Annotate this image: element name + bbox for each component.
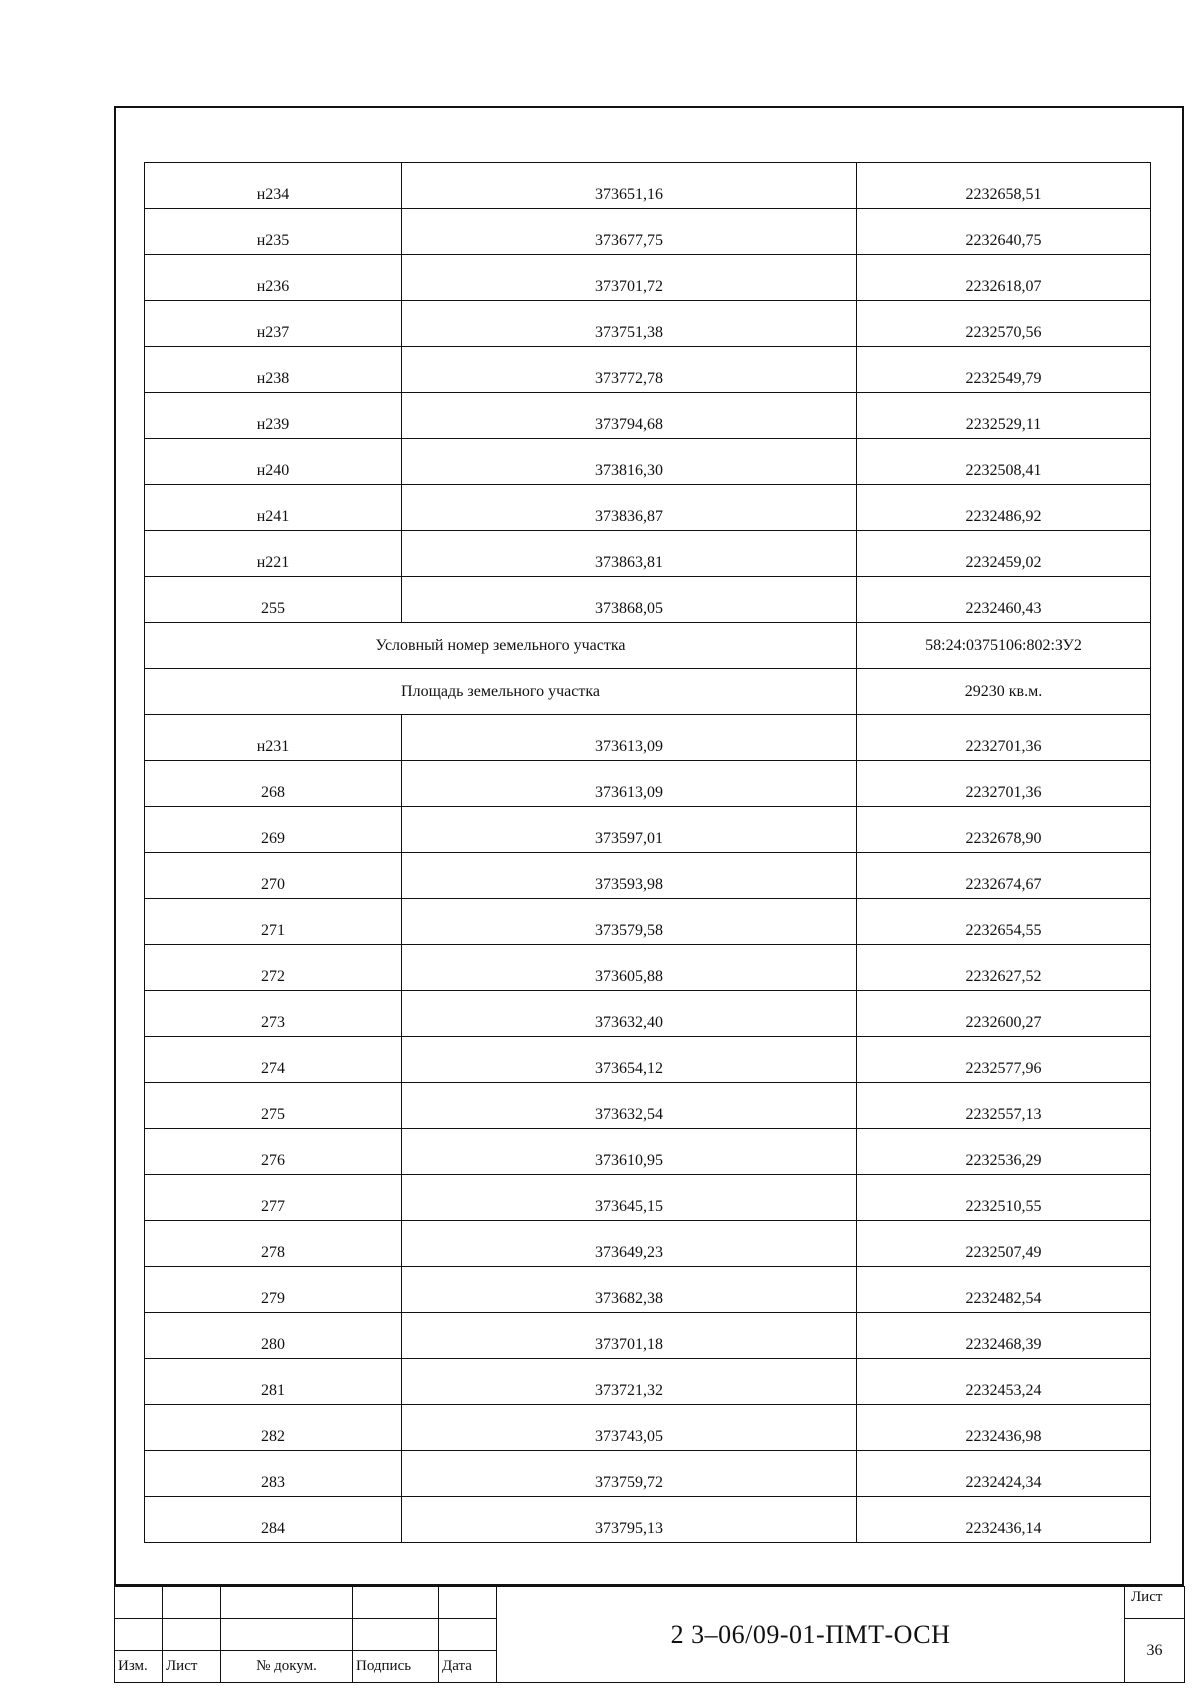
point-id-cell: н240 [145,439,402,485]
y-coordinate-cell: 2232570,56 [857,301,1151,347]
y-coordinate-cell: 2232658,51 [857,163,1151,209]
y-coordinate-cell: 2232618,07 [857,255,1151,301]
table-row [145,991,1151,1037]
table-row [145,347,1151,393]
table-row [145,1037,1151,1083]
y-coordinate-cell: 2232701,36 [857,715,1151,761]
stamp-doc-label: № докум. [221,1651,353,1683]
point-id-cell: н239 [145,393,402,439]
x-coordinate-cell: 373632,40 [402,991,857,1037]
table-row [145,899,1151,945]
x-coordinate-cell: 373751,38 [402,301,857,347]
y-coordinate-cell: 2232460,43 [857,577,1151,623]
y-coordinate-cell: 2232436,98 [857,1405,1151,1451]
table-row [145,945,1151,991]
y-coordinate-cell: 2232557,13 [857,1083,1151,1129]
stamp-cell [163,1619,221,1651]
x-coordinate-cell: 373836,87 [402,485,857,531]
point-id-cell: 269 [145,807,402,853]
point-id-cell: н237 [145,301,402,347]
table-row [145,715,1151,761]
y-coordinate-cell: 2232424,34 [857,1451,1151,1497]
x-coordinate-cell: 373759,72 [402,1451,857,1497]
point-id-cell: 275 [145,1083,402,1129]
stamp-cell [115,1619,163,1651]
table-row [145,761,1151,807]
y-coordinate-cell: 2232459,02 [857,531,1151,577]
x-coordinate-cell: 373645,15 [402,1175,857,1221]
x-coordinate-cell: 373613,09 [402,761,857,807]
stamp-izm-label: Изм. [115,1651,163,1683]
table-row [145,577,1151,623]
point-id-cell: 268 [145,761,402,807]
point-id-cell: 282 [145,1405,402,1451]
table-row [145,531,1151,577]
x-coordinate-cell: 373605,88 [402,945,857,991]
stamp-cell [221,1619,353,1651]
point-id-cell: н235 [145,209,402,255]
y-coordinate-cell: 2232482,54 [857,1267,1151,1313]
x-coordinate-cell: 373632,54 [402,1083,857,1129]
y-coordinate-cell: 2232627,52 [857,945,1151,991]
table-row [145,1175,1151,1221]
table-row [145,1083,1151,1129]
table-row [145,301,1151,347]
x-coordinate-cell: 373795,13 [402,1497,857,1543]
table-row [145,1451,1151,1497]
x-coordinate-cell: 373682,38 [402,1267,857,1313]
x-coordinate-cell: 373613,09 [402,715,857,761]
y-coordinate-cell: 2232674,67 [857,853,1151,899]
stamp-cell [163,1587,221,1619]
table-row [145,439,1151,485]
parcel-number-label: Условный номер земельного участка [145,623,857,669]
point-id-cell: 274 [145,1037,402,1083]
table-row [145,807,1151,853]
title-block [114,1586,1185,1683]
y-coordinate-cell: 2232701,36 [857,761,1151,807]
x-coordinate-cell: 373651,16 [402,163,857,209]
table-row [145,163,1151,209]
parcel-area-value: 29230 кв.м. [857,669,1151,715]
x-coordinate-cell: 373597,01 [402,807,857,853]
x-coordinate-cell: 373654,12 [402,1037,857,1083]
y-coordinate-cell: 2232507,49 [857,1221,1151,1267]
y-coordinate-cell: 2232453,24 [857,1359,1151,1405]
x-coordinate-cell: 373868,05 [402,577,857,623]
document-code: 2 3–06/09-01-ПМТ-ОСН [497,1587,1125,1683]
x-coordinate-cell: 373649,23 [402,1221,857,1267]
table-row [145,1359,1151,1405]
y-coordinate-cell: 2232549,79 [857,347,1151,393]
point-id-cell: 271 [145,899,402,945]
point-id-cell: 279 [145,1267,402,1313]
parcel-area-label: Площадь земельного участка [145,669,857,715]
point-id-cell: н234 [145,163,402,209]
stamp-cell [115,1587,163,1619]
point-id-cell: н241 [145,485,402,531]
parcel-number-value: 58:24:0375106:802:ЗУ2 [857,623,1151,669]
coordinates-table-bottom [145,715,1151,1543]
y-coordinate-cell: 2232600,27 [857,991,1151,1037]
point-id-cell: н221 [145,531,402,577]
stamp-list-label: Лист [163,1651,221,1683]
table-row [145,393,1151,439]
point-id-cell: 273 [145,991,402,1037]
x-coordinate-cell: 373863,81 [402,531,857,577]
point-id-cell: 277 [145,1175,402,1221]
x-coordinate-cell: 373816,30 [402,439,857,485]
table-row [145,1129,1151,1175]
y-coordinate-cell: 2232536,29 [857,1129,1151,1175]
y-coordinate-cell: 2232436,14 [857,1497,1151,1543]
table-row [145,1497,1151,1543]
x-coordinate-cell: 373677,75 [402,209,857,255]
stamp-cell [221,1587,353,1619]
point-id-cell: 278 [145,1221,402,1267]
stamp-cell [439,1587,497,1619]
table-row [145,485,1151,531]
y-coordinate-cell: 2232654,55 [857,899,1151,945]
point-id-cell: н236 [145,255,402,301]
y-coordinate-cell: 2232678,90 [857,807,1151,853]
x-coordinate-cell: 373701,18 [402,1313,857,1359]
point-id-cell: 281 [145,1359,402,1405]
parcel-number-row [145,623,1151,669]
sheet-number: 36 [1125,1619,1185,1683]
point-id-cell: 283 [145,1451,402,1497]
y-coordinate-cell: 2232529,11 [857,393,1151,439]
coordinates-table [144,162,1151,1543]
parcel-info [145,623,1151,715]
point-id-cell: 280 [145,1313,402,1359]
table-row [145,1267,1151,1313]
table-row [145,209,1151,255]
table-row [145,255,1151,301]
coordinates-table-top [145,163,1151,623]
x-coordinate-cell: 373743,05 [402,1405,857,1451]
point-id-cell: 270 [145,853,402,899]
x-coordinate-cell: 373579,58 [402,899,857,945]
x-coordinate-cell: 373772,78 [402,347,857,393]
point-id-cell: н238 [145,347,402,393]
stamp-sign-label: Подпись [353,1651,439,1683]
sheet-label: Лист [1125,1587,1185,1619]
stamp-cell [353,1587,439,1619]
point-id-cell: 272 [145,945,402,991]
table-row [145,853,1151,899]
point-id-cell: 255 [145,577,402,623]
stamp-date-label: Дата [439,1651,497,1683]
point-id-cell: 276 [145,1129,402,1175]
y-coordinate-cell: 2232577,96 [857,1037,1151,1083]
parcel-area-row [145,669,1151,715]
x-coordinate-cell: 373610,95 [402,1129,857,1175]
table-row [145,1313,1151,1359]
y-coordinate-cell: 2232486,92 [857,485,1151,531]
point-id-cell: н231 [145,715,402,761]
x-coordinate-cell: 373794,68 [402,393,857,439]
x-coordinate-cell: 373593,98 [402,853,857,899]
y-coordinate-cell: 2232640,75 [857,209,1151,255]
y-coordinate-cell: 2232510,55 [857,1175,1151,1221]
table-row [145,1221,1151,1267]
stamp-cell [439,1619,497,1651]
stamp-cell [353,1619,439,1651]
y-coordinate-cell: 2232508,41 [857,439,1151,485]
x-coordinate-cell: 373721,32 [402,1359,857,1405]
x-coordinate-cell: 373701,72 [402,255,857,301]
point-id-cell: 284 [145,1497,402,1543]
table-row [145,1405,1151,1451]
y-coordinate-cell: 2232468,39 [857,1313,1151,1359]
